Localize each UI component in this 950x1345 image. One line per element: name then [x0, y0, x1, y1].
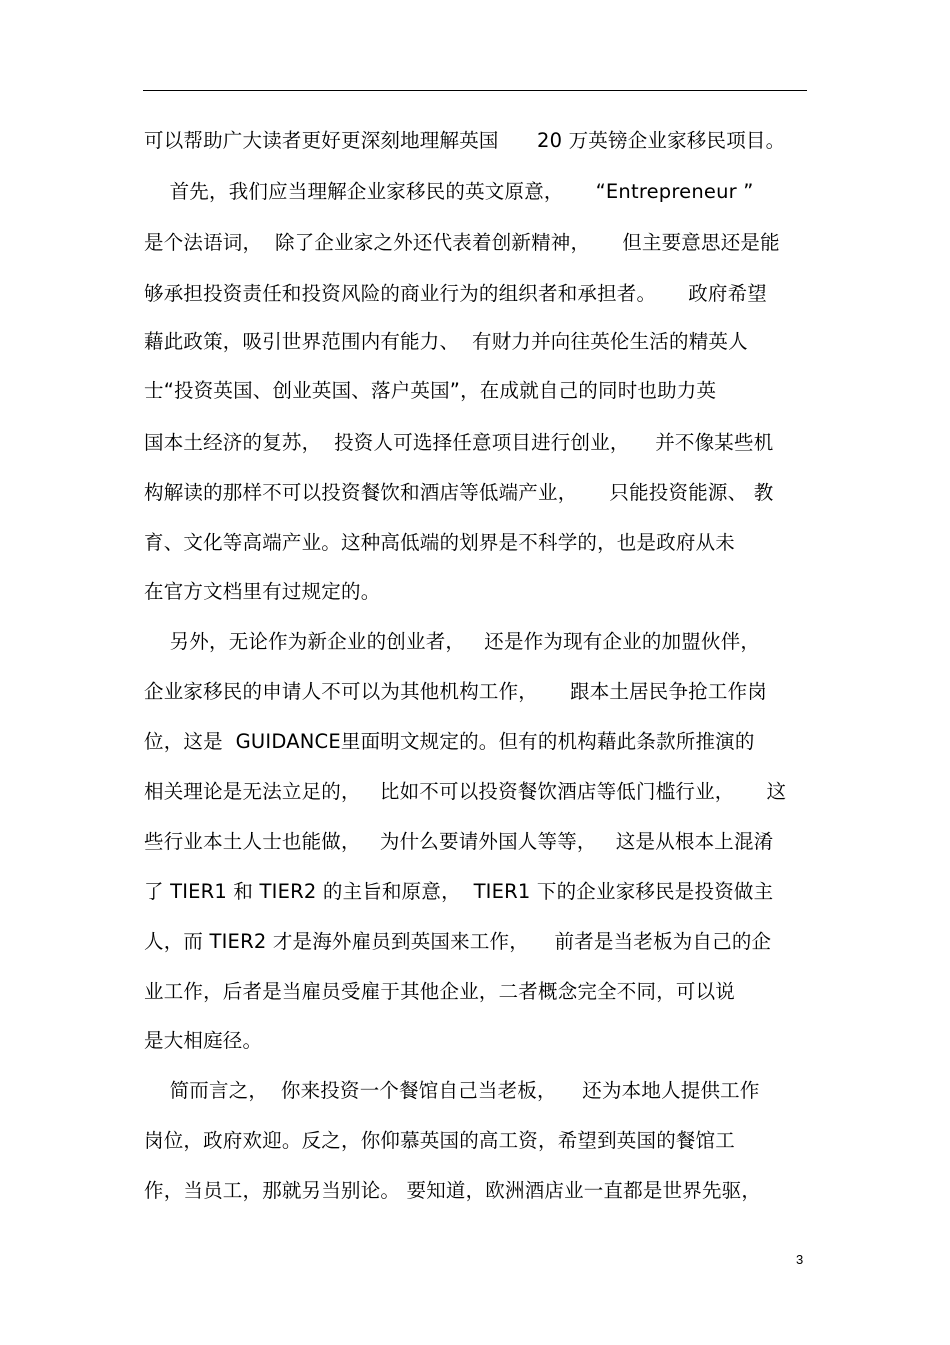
text-line: 业工作，后者是当雇员受雇于其他企业，二者概念完全不同，可以说	[144, 980, 736, 1003]
text-line: 国本土经济的复苏， 投资人可选择任意项目进行创业， 并不像某些机	[144, 431, 774, 454]
text-line: 可以帮助广大读者更好更深刻地理解英国 20 万英镑企业家移民项目。	[144, 129, 786, 152]
text-line: 位，这是 GUIDANCE里面明文规定的。但有的机构藉此条款所推演的	[144, 730, 755, 753]
text-line: 人，而 TIER2 才是海外雇员到英国来工作， 前者是当老板为自己的企	[144, 930, 772, 953]
text-line: 构解读的那样不可以投资餐饮和酒店等低端产业， 只能投资能源、 教	[144, 481, 774, 504]
text-line: 育、文化等高端产业。这种高低端的划界是不科学的，也是政府从未	[144, 531, 736, 554]
text-line: 藉此政策，吸引世界范围内有能力、 有财力并向往英伦生活的精英人	[144, 330, 748, 353]
text-line: 岗位，政府欢迎。反之，你仰慕英国的高工资，希望到英国的餐馆工	[144, 1129, 736, 1152]
text-line: 作，当员工，那就另当别论。 要知道，欧洲酒店业一直都是世界先驱，	[144, 1179, 762, 1202]
text-line: 了 TIER1 和 TIER2 的主旨和原意， TIER1 下的企业家移民是投资做主	[144, 880, 774, 903]
text-line: 些行业本土人士也能做， 为什么要请外国人等等， 这是从根本上混淆	[144, 830, 774, 853]
text-line: 在官方文档里有过规定的。	[144, 580, 381, 603]
text-line: 士“投资英国、创业英国、落户英国”，在成就自己的同时也助力英	[144, 379, 717, 402]
text-line: 是个法语词， 除了企业家之外还代表着创新精神， 但主要意思还是能	[144, 231, 780, 254]
header-rule	[143, 90, 807, 91]
text-line: 首先，我们应当理解企业家移民的英文原意， “Entrepreneur ”	[144, 180, 754, 203]
text-line: 够承担投资责任和投资风险的商业行为的组织者和承担者。 政府希望	[144, 282, 767, 305]
text-line: 简而言之， 你来投资一个餐馆自己当老板， 还为本地人提供工作	[144, 1079, 760, 1102]
page-number: 3	[796, 1252, 804, 1267]
text-line: 是大相庭径。	[144, 1029, 263, 1052]
text-line: 另外，无论作为新企业的创业者， 还是作为现有企业的加盟伙伴，	[144, 630, 761, 653]
text-line: 相关理论是无法立足的， 比如不可以投资餐饮酒店等低门槛行业， 这	[144, 780, 787, 803]
text-line: 企业家移民的申请人不可以为其他机构工作， 跟本土居民争抢工作岗	[144, 680, 767, 703]
